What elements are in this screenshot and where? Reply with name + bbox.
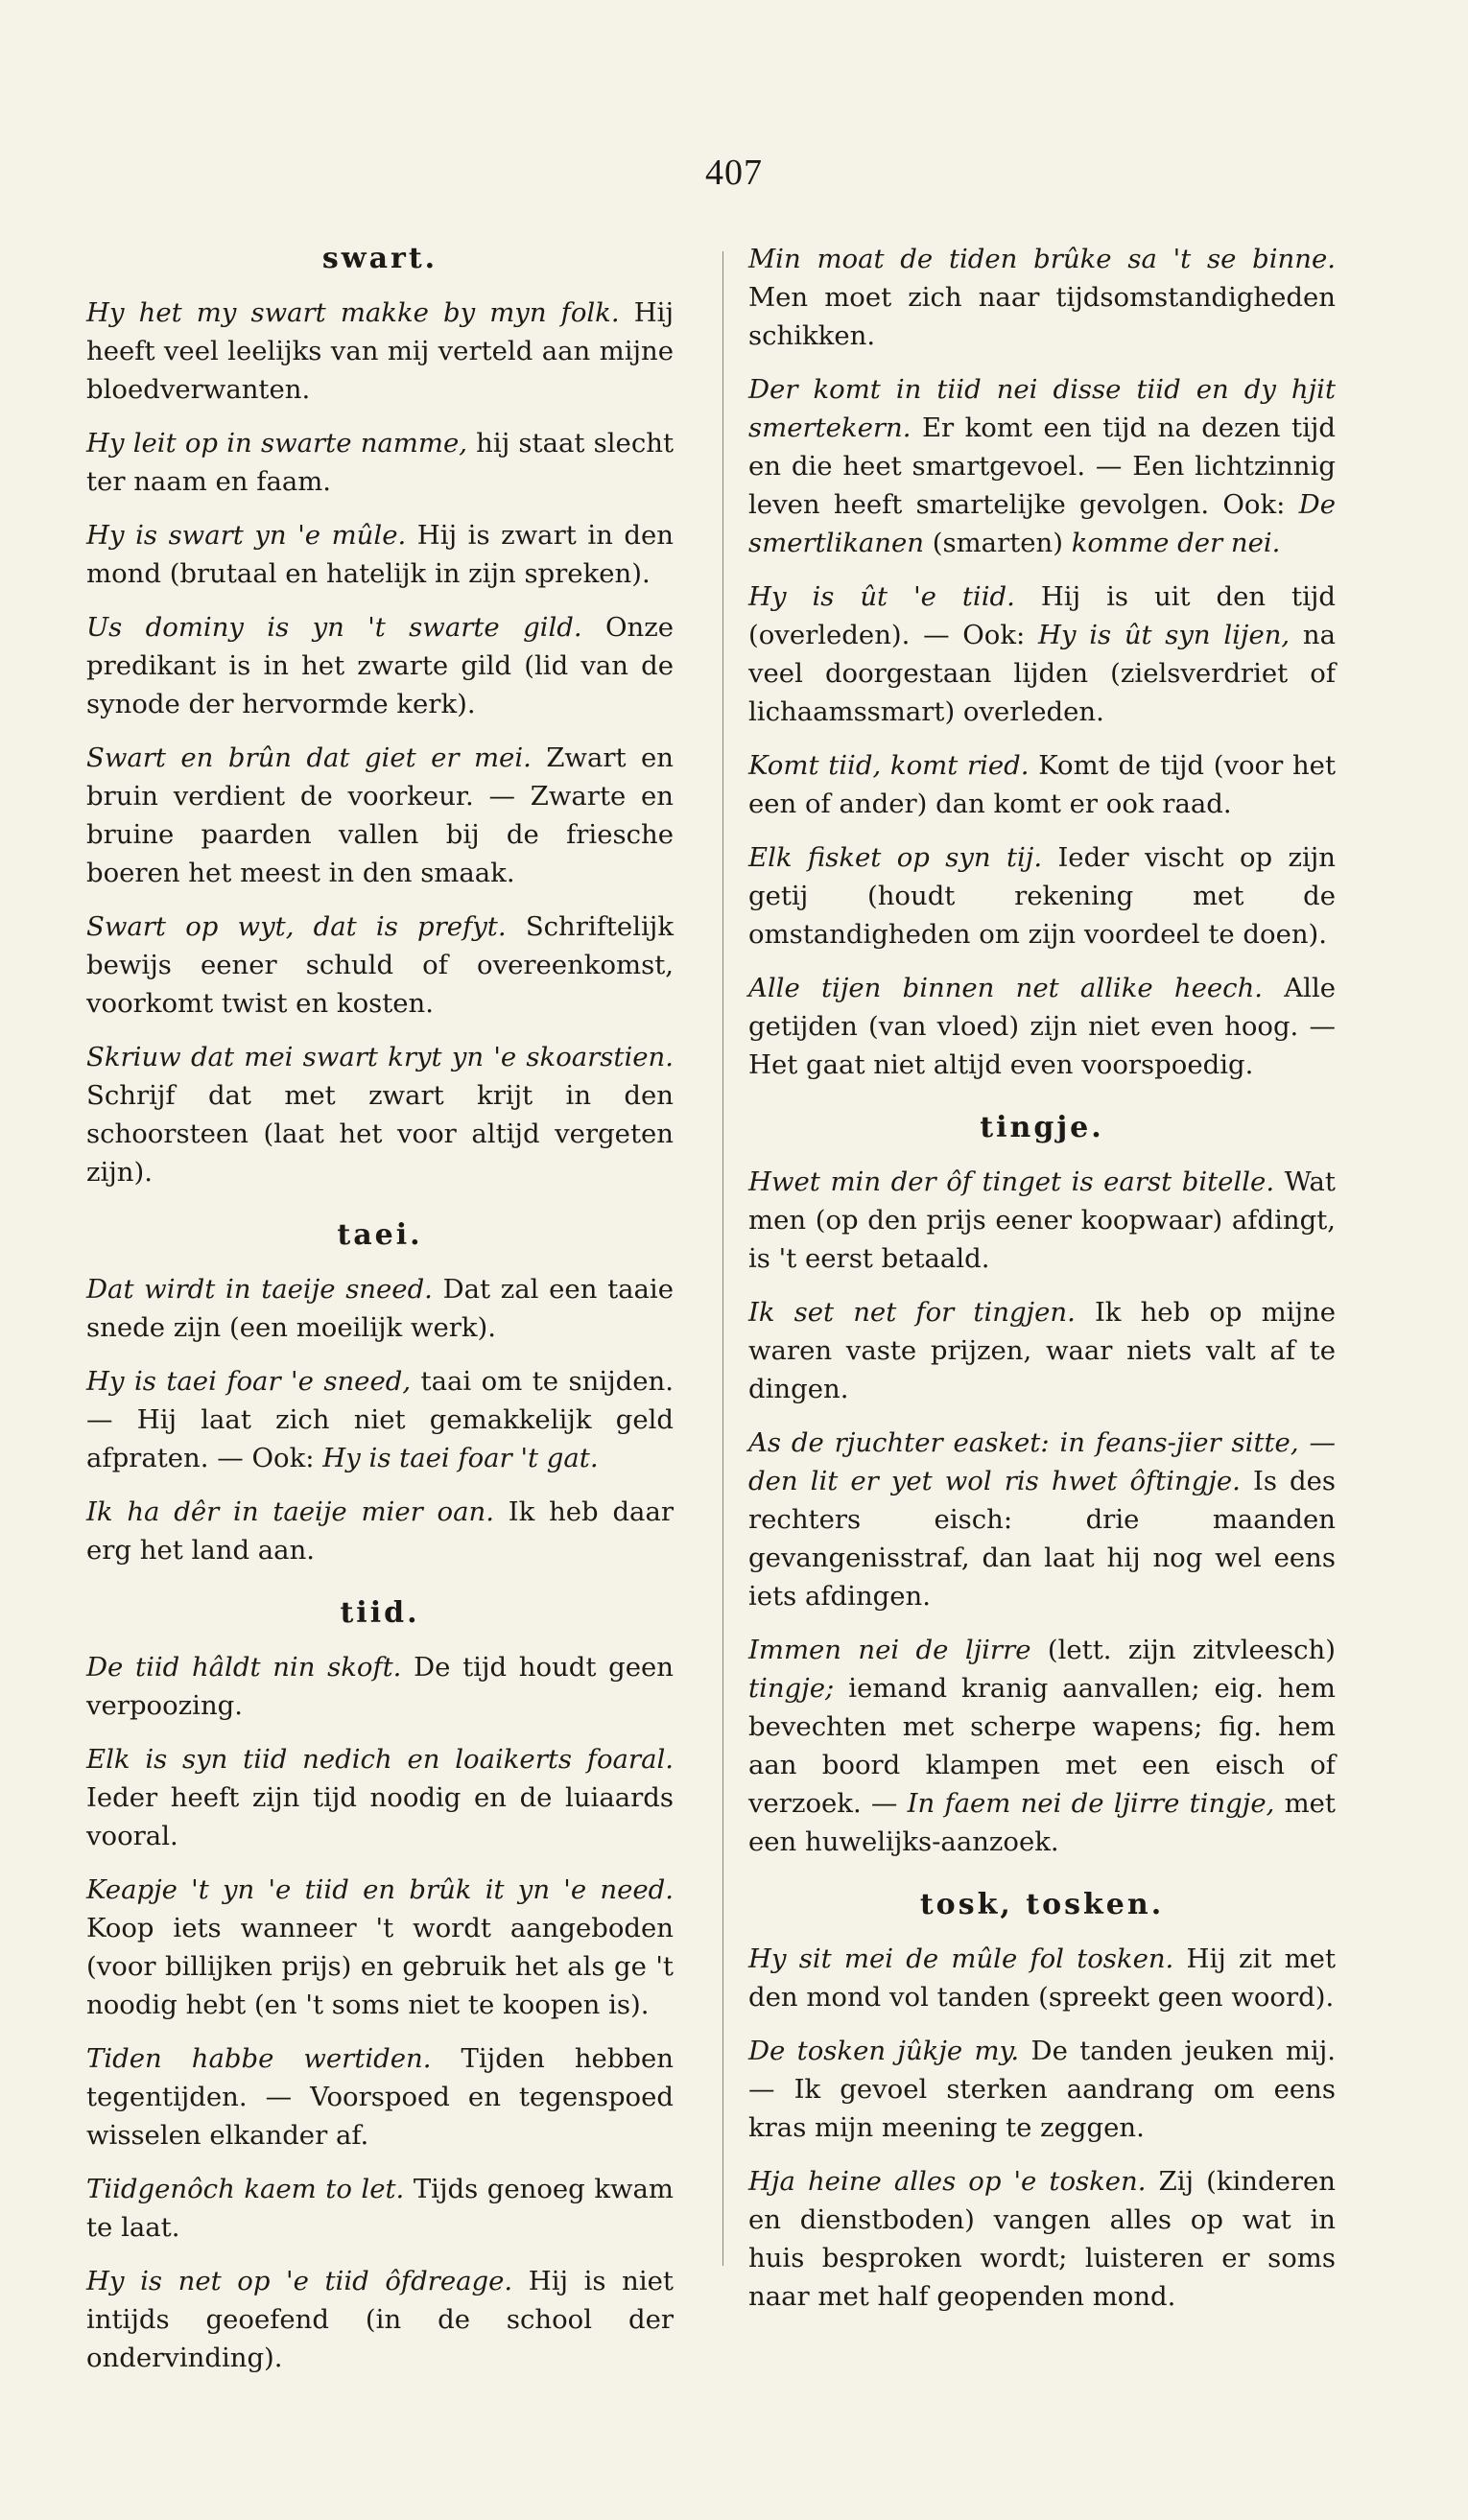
frisian-saying: In faem nei de ljirre tingje, (907, 1788, 1275, 1819)
proverb-entry (86, 294, 674, 409)
proverb-entry (86, 516, 674, 593)
proverb-entry (86, 1648, 674, 1725)
dutch-explanation: (lett. zijn zitvleesch) (1030, 1635, 1336, 1665)
dutch-explanation: Komt de tijd (voor het een of ander) dan komt er ook raad. (748, 750, 1336, 819)
dutch-explanation: Tijden hebben tegentijden. — Voorspoed en tegenspoed wisselen elkander af. (86, 2043, 675, 2151)
proverb-entry (86, 1362, 674, 1477)
frisian-saying: Hy is taei foar 't gat. (322, 1443, 599, 1473)
dutch-explanation: taai om te snijden. — Hij laat zich niet gemakkelijk geld afpraten. — Ook: (86, 1366, 674, 1473)
proverb-entry (86, 1038, 674, 1191)
frisian-saying: Skriuw dat mei swart kryt yn 'e skoarstien. (86, 1042, 674, 1072)
dutch-explanation: Zwart en bruin verdient de voorkeur. — Zwarte en bruine paarden vallen bij de friesche boeren het meest in den smaak. (86, 742, 674, 888)
proverb-entry (86, 2039, 674, 2155)
proverb-entry (86, 1871, 674, 2024)
frisian-saying: Hy is ût 'e tiid. (748, 581, 1015, 612)
proverb-entry (748, 2162, 1336, 2316)
dutch-explanation: hij staat slecht ter naam en faam. (86, 428, 674, 497)
frisian-saying: Hy is swart yn 'e mûle. (86, 520, 407, 551)
section-heading: taei. (337, 1218, 423, 1252)
section-heading: tiid. (340, 1596, 420, 1630)
dutch-explanation: iemand kranig aanvallen; eig. hem bevechten met scherpe wapens; fig. hem aan boord klampen met een eisch of verzoek. — (748, 1673, 1336, 1819)
section-heading: tosk, tosken. (919, 1888, 1165, 1921)
dutch-explanation: (smarten) (924, 528, 1072, 558)
proverb-entry (748, 370, 1336, 562)
frisian-saying: Elk is syn tiid nedich en loaikerts foaral. (86, 1744, 674, 1775)
frisian-saying: De smertlikanen (748, 489, 1336, 558)
dutch-explanation: Onze predikant is in het zwarte gild (lid van de synode der hervormde kerk). (86, 612, 674, 719)
proverb-entry (748, 577, 1336, 731)
frisian-saying: Der komt in tiid nei disse tiid en dy hjit smertekern. (748, 374, 1336, 443)
section-heading: swart. (321, 242, 438, 275)
proverb-entry (86, 2170, 674, 2247)
proverb-entry (748, 1163, 1336, 1278)
frisian-saying: Keapje 't yn 'e tiid en brûk it yn 'e need. (86, 1874, 674, 1905)
proverb-entry (748, 1293, 1336, 1408)
dutch-explanation: Wat men (op den prijs eener koopwaar) afdingt, is 't eerst betaald. (748, 1166, 1336, 1274)
frisian-saying: Tiidgenôch kaem to let. (86, 2174, 405, 2204)
dutch-explanation: De tijd houdt geen verpoozing. (86, 1652, 674, 1721)
frisian-saying: komme der nei. (1071, 528, 1281, 558)
dutch-explanation: Hij is zwart in den mond (brutaal en hatelijk in zijn spreken). (86, 520, 675, 589)
proverb-entry (748, 838, 1336, 954)
dutch-explanation: Schrijf dat met zwart krijt in den schoorsteen (laat het voor altijd vergeten zijn). (86, 1080, 674, 1188)
frisian-saying: As de rjuchter easket: in feans-jier sitte, — den lit er yet wol ris hwet ôftingje. (748, 1427, 1336, 1496)
dutch-explanation: Hij is uit den tijd (overleden). — Ook: (748, 581, 1336, 650)
frisian-saying: Immen nei de ljirre (748, 1635, 1031, 1665)
proverb-entry (748, 1424, 1336, 1615)
frisian-saying: Us dominy is yn 't swarte gild. (86, 612, 582, 643)
dutch-explanation: Ik heb op mijne waren vaste prijzen, waar niets valt af te dingen. (748, 1297, 1336, 1404)
frisian-saying: Alle tijen binnen net allike heech. (748, 973, 1264, 1003)
frisian-saying: tingje; (748, 1673, 835, 1704)
dutch-explanation: Dat zal een taaie snede zijn (een moeilijk werk). (86, 1274, 675, 1343)
frisian-saying: Swart op wyt, dat is prefyt. (86, 911, 507, 942)
proverb-entry (748, 2032, 1336, 2147)
frisian-saying: Hwet min der ôf tinget is earst bitelle. (748, 1166, 1275, 1197)
frisian-saying: Hy sit mei de mûle fol tosken. (748, 1943, 1174, 1974)
proverb-entry (748, 1631, 1336, 1861)
frisian-saying: De tiid hâldt nin skoft. (86, 1652, 402, 1683)
dutch-explanation: Schriftelijk bewijs eener schuld of overeenkomst, voorkomt twist en kosten. (86, 911, 674, 1019)
dutch-explanation: na veel doorgestaan lijden (zielsverdriet of lichaamssmart) overleden. (748, 620, 1336, 727)
dutch-explanation: Ik heb daar erg het land aan. (86, 1496, 674, 1566)
frisian-saying: Swart en brûn dat giet er mei. (86, 742, 532, 773)
dutch-explanation: Er komt een tijd na dezen tijd en die heet smartgevoel. — Een lichtzinnig leven heeft smartelijke gevolgen. Ook: (748, 412, 1336, 520)
proverb-entry (86, 2262, 674, 2377)
frisian-saying: Komt tiid, komt ried. (748, 750, 1030, 781)
frisian-saying: Elk fisket op syn tij. (748, 842, 1043, 873)
frisian-saying: Hy is ût syn lijen, (1038, 620, 1290, 650)
proverb-entry (748, 240, 1336, 355)
proverb-entry (86, 608, 674, 723)
proverb-entry (86, 1740, 674, 1855)
frisian-saying: Hy leit op in swarte namme, (86, 428, 467, 459)
frisian-saying: Hy het my swart makke by myn folk. (86, 297, 620, 328)
dutch-explanation: Is des rechters eisch: drie maanden gevangenisstraf, dan laat hij nog wel eens iets afdingen. (748, 1466, 1336, 1612)
dutch-explanation: Ieder heeft zijn tijd noodig en de luiaards vooral. (86, 1782, 674, 1851)
page-number: 407 (705, 153, 763, 193)
proverb-entry (86, 1493, 674, 1569)
proverb-entry (748, 969, 1336, 1084)
right-column (748, 240, 1336, 2331)
dutch-explanation: Koop iets wanneer 't wordt aangeboden (voor billijken prijs) en gebruik het als ge 't noodig hebt (en 't soms niet te koopen is). (86, 1913, 674, 2020)
dutch-explanation: Ieder vischt op zijn getij (houdt rekening met de omstandigheden om zijn voordeel te doen). (748, 842, 1336, 950)
frisian-saying: Dat wirdt in taeije sneed. (86, 1274, 433, 1305)
frisian-saying: Hja heine alles op 'e tosken. (748, 2166, 1147, 2197)
frisian-saying: Hy is net op 'e tiid ôfdreage. (86, 2266, 513, 2296)
dutch-explanation: met een huwelijks-aanzoek. (748, 1788, 1336, 1857)
dutch-explanation: Hij is niet intijds geoefend (in de school der ondervinding). (86, 2266, 674, 2373)
section-heading: tingje. (980, 1111, 1104, 1144)
dutch-explanation: Hij heeft veel leelijks van mij verteld aan mijne bloedverwanten. (86, 297, 674, 405)
proverb-entry (86, 424, 674, 501)
dutch-explanation: De tanden jeuken mij. — Ik gevoel sterken aandrang om eens kras mijn meening te zeggen. (748, 2036, 1336, 2143)
frisian-saying: De tosken jûkje my. (748, 2036, 1020, 2066)
dutch-explanation: Zij (kinderen en dienstboden) vangen alles op wat in huis besproken wordt; luisteren er soms naar met half geopenden mond. (748, 2166, 1336, 2312)
frisian-saying: Tiden habbe wertiden. (86, 2043, 432, 2074)
dutch-explanation: Alle getijden (van vloed) zijn niet even hoog. — Het gaat niet altijd even voorspoedig. (748, 973, 1337, 1080)
dutch-explanation: Hij zit met den mond vol tanden (spreekt geen woord). (748, 1943, 1337, 2013)
left-column (86, 240, 674, 2392)
proverb-entry (86, 739, 674, 892)
frisian-saying: Ik set net for tingjen. (748, 1297, 1076, 1328)
frisian-saying: Min moat de tiden brûke sa 't se binne. (748, 244, 1336, 274)
column-divider (722, 251, 723, 2266)
dutch-explanation: Men moet zich naar tijdsomstandigheden schikken. (748, 282, 1336, 351)
proverb-entry (86, 1270, 674, 1347)
proverb-entry (748, 746, 1336, 823)
dutch-explanation: Tijds genoeg kwam te laat. (86, 2174, 674, 2243)
frisian-saying: Ik ha dêr in taeije mier oan. (86, 1496, 494, 1527)
frisian-saying: Hy is taei foar 'e sneed, (86, 1366, 412, 1397)
proverb-entry (86, 907, 674, 1023)
proverb-entry (748, 1940, 1336, 2016)
